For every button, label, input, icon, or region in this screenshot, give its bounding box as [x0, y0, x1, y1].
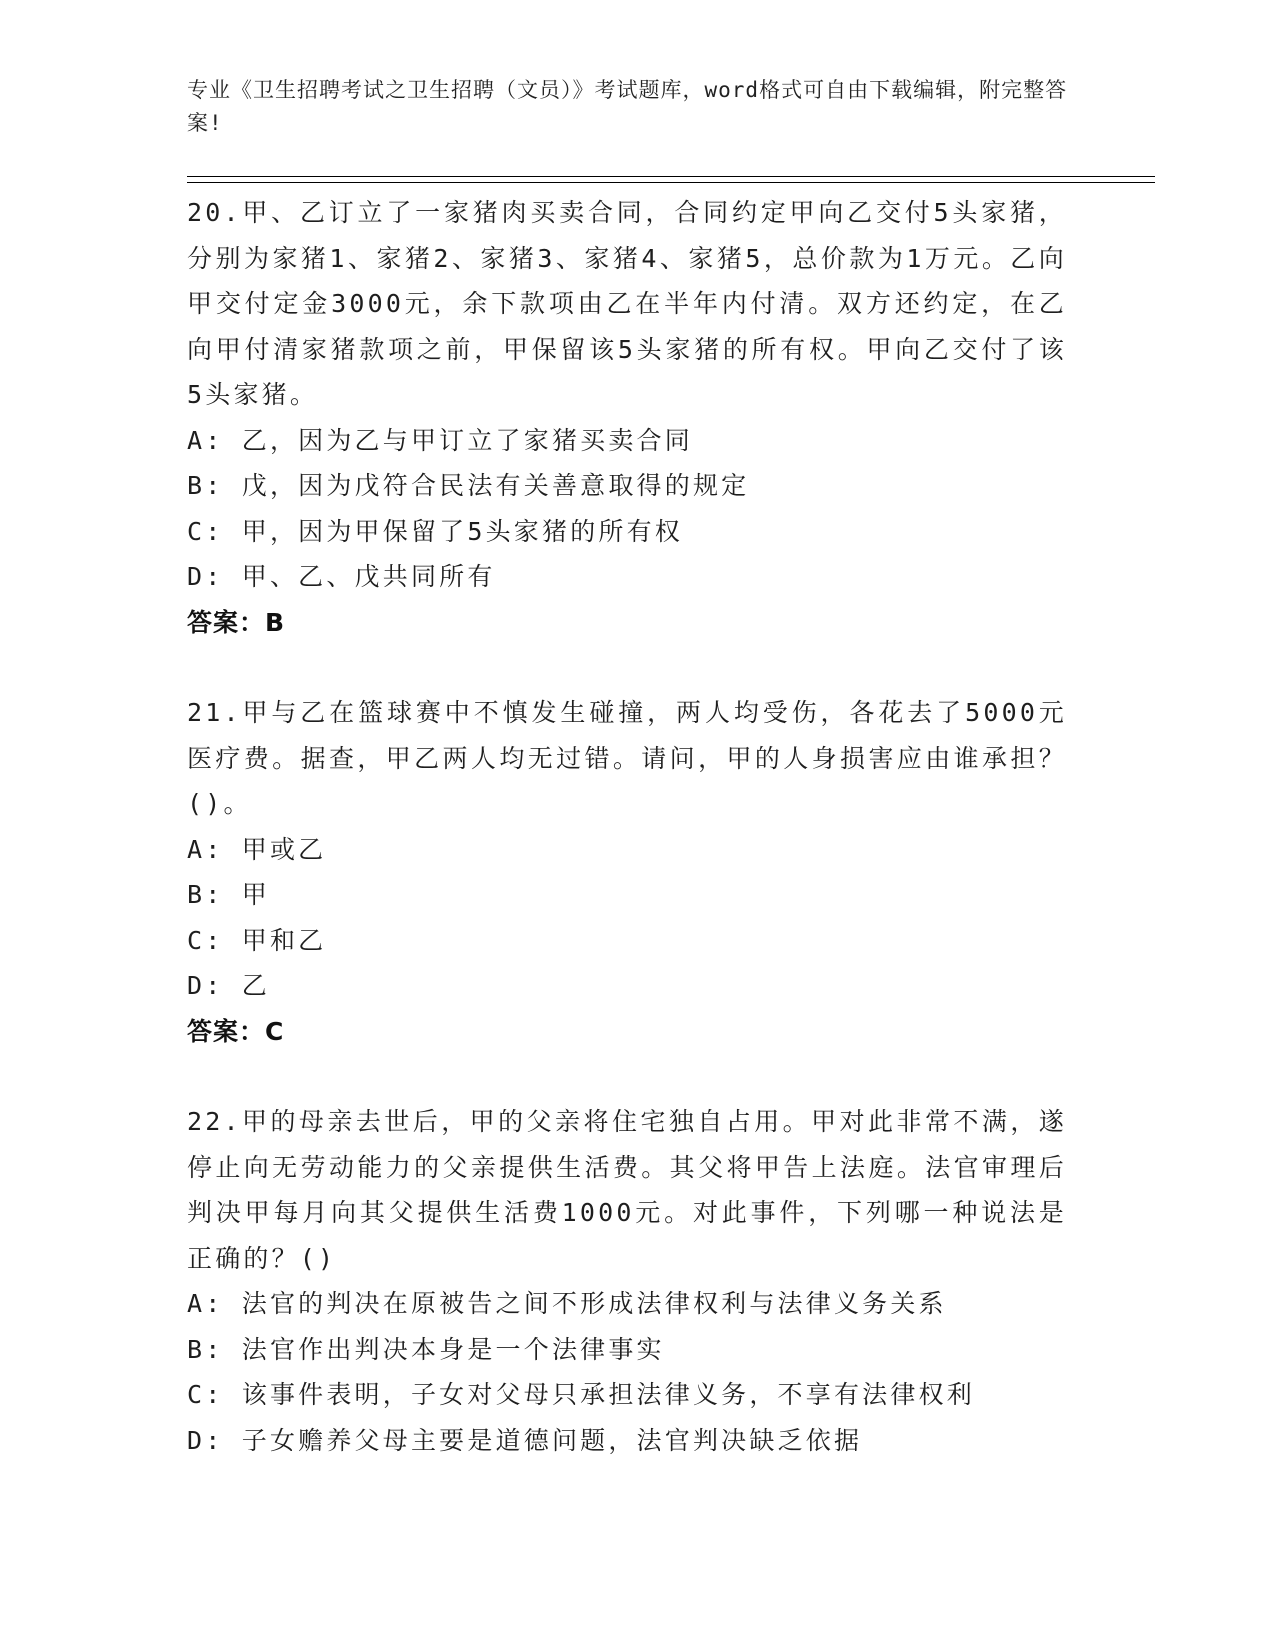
- option-c: C: 甲，因为甲保留了5头家猪的所有权: [187, 516, 684, 546]
- answer-label: 答案：C: [187, 1016, 285, 1046]
- question-21: [187, 690, 1087, 1054]
- option-b: B: 戊，因为戊符合民法有关善意取得的规定: [187, 471, 750, 500]
- option-b: B: 甲: [187, 880, 270, 909]
- option-c: C: 该事件表明，子女对父母只承担法律义务，不享有法律权利: [187, 1380, 975, 1409]
- question-20: [187, 190, 1087, 645]
- option-d: D: 甲、乙、戊共同所有: [187, 562, 496, 591]
- question-stem: 22.甲的母亲去世后，甲的父亲将住宅独自占用。甲对此非常不满，遂停止向无劳动能力的父亲提供生活费。其父将甲告上法庭。法官审理后判决甲每月向其父提供生活费1000元。对此事件，下列哪一种说法是正确的？(): [187, 1107, 1067, 1273]
- option-c: C: 甲和乙: [187, 925, 327, 955]
- answer-label: 答案：B: [187, 607, 286, 637]
- option-d: D: 子女赡养父母主要是道德问题，法官判决缺乏依据: [187, 1425, 863, 1455]
- document-header: 专业《卫生招聘考试之卫生招聘（文员）》考试题库，word格式可自由下载编辑，附完整答案!: [187, 78, 1068, 135]
- option-b: B: 法官作出判决本身是一个法律事实: [187, 1334, 665, 1364]
- question-stem: 20.甲、乙订立了一家猪肉买卖合同，合同约定甲向乙交付5头家猪，分别为家猪1、家猪2、家猪3、家猪4、家猪5，总价款为1万元。乙向甲交付定金3000元，余下款项由乙在半年内付清。双方还约定，在乙向甲付清家猪款项之前，甲保留该5头家猪的所有权。甲向乙交付了该5头家猪。: [187, 198, 1067, 409]
- option-a: A: 乙，因为乙与甲订立了家猪买卖合同: [187, 425, 693, 455]
- option-a: A: 甲或乙: [187, 834, 327, 864]
- option-a: A: 法官的判决在原被告之间不形成法律权利与法律义务关系: [187, 1289, 947, 1318]
- question-list: [187, 190, 1087, 1508]
- header-rule-bottom: [187, 182, 1155, 183]
- question-22: [187, 1099, 1087, 1463]
- question-stem: 21.甲与乙在篮球赛中不慎发生碰撞，两人均受伤，各花去了5000元医疗费。据查，甲乙两人均无过错。请问，甲的人身损害应由谁承担？()。: [187, 698, 1067, 818]
- option-d: D: 乙: [187, 971, 270, 1000]
- header-rule-top: [187, 176, 1155, 177]
